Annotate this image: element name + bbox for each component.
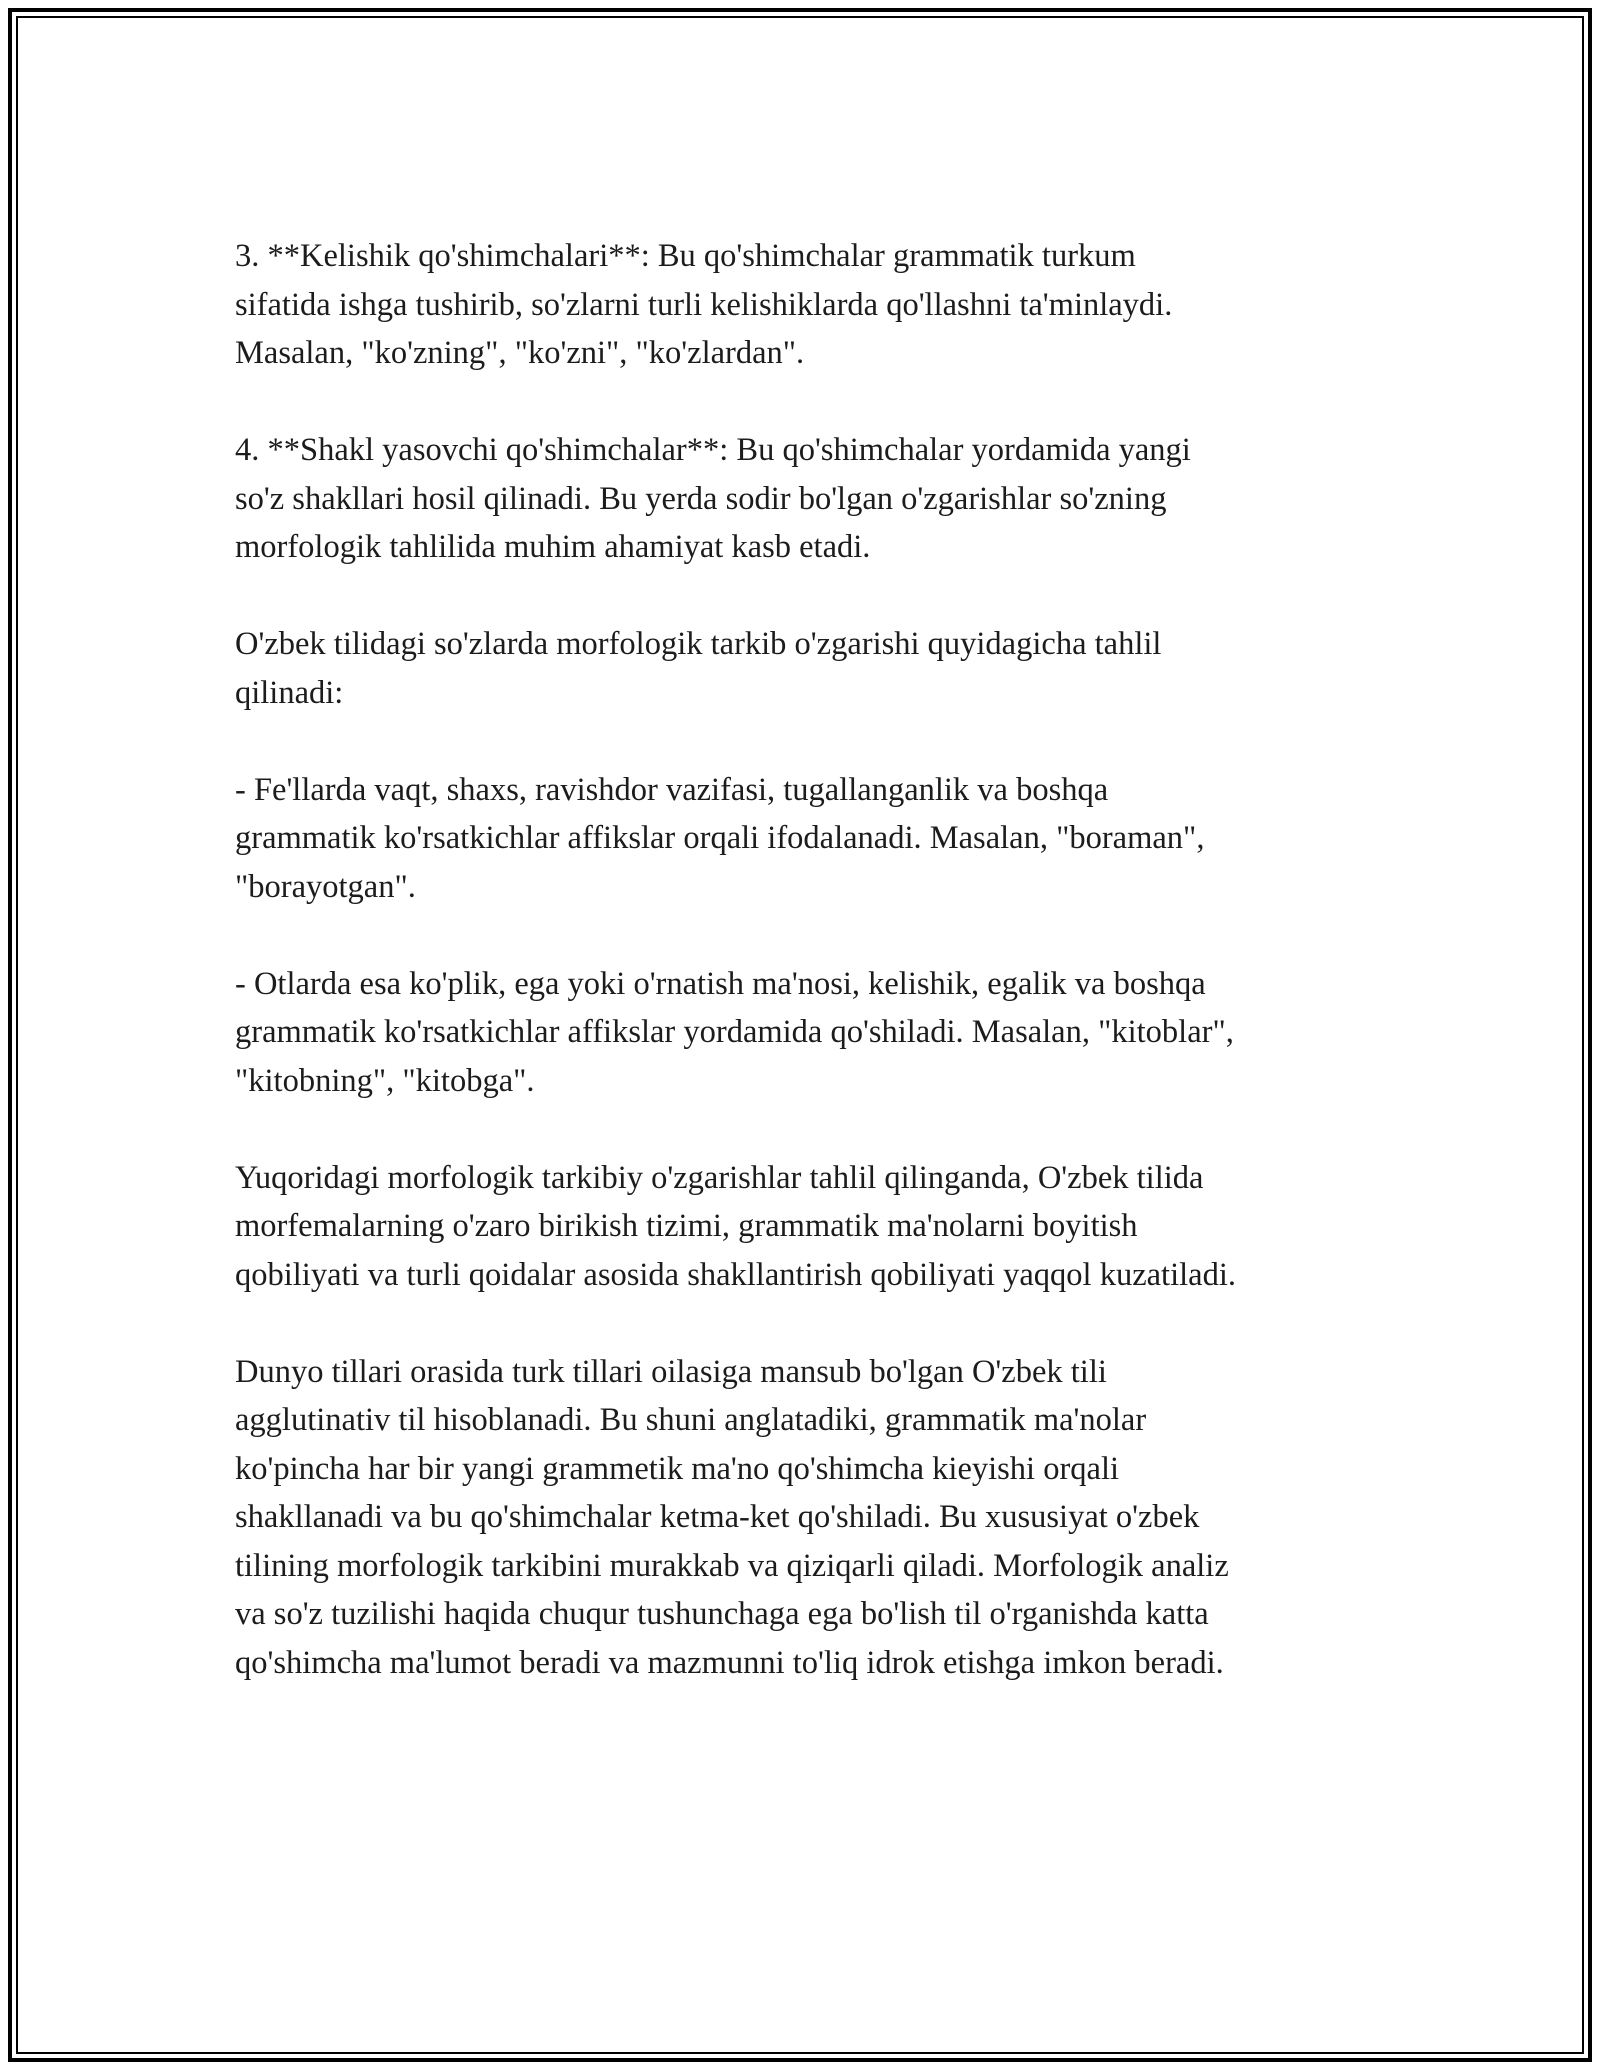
- text-line: - Fe'llarda vaqt, shaxs, ravishdor vazifasi, tugallanganlik va boshqa: [235, 771, 1109, 808]
- text-line: va so'z tuzilishi haqida chuqur tushunchaga ega bo'lish til o'rganishda katta: [235, 1596, 1209, 1632]
- text-line: 4. **Shakl yasovchi qo'shimchalar**: Bu qo'shimchalar yordamida yangi: [235, 432, 1191, 468]
- text-line: shakllanadi va bu qo'shimchalar ketma-ket qo'shiladi. Bu xususiyat o'zbek: [235, 1499, 1200, 1535]
- paragraph-shakl-yasovchi: [235, 426, 1385, 572]
- text-line: qo'shimcha ma'lumot beradi va mazmunni to'liq idrok etishga imkon beradi.: [235, 1644, 1224, 1681]
- text-line: "kitobning", "kitobga".: [235, 1062, 535, 1099]
- paragraph-dunyo-tillari: [235, 1348, 1385, 1688]
- paragraph-yuqoridagi: [235, 1154, 1385, 1300]
- text-line: sifatida ishga tushirib, so'zlarni turli kelishiklarda qo'llashni ta'minlaydi.: [235, 286, 1173, 323]
- paragraph-intro-analysis: [235, 620, 1385, 717]
- text-line: - Otlarda esa ko'plik, ega yoki o'rnatish ma'nosi, kelishik, egalik va boshqa: [235, 965, 1206, 1002]
- text-line: "borayotgan".: [235, 868, 416, 905]
- document-body: [235, 232, 1385, 1687]
- paragraph-otlar: [235, 960, 1385, 1106]
- text-line: Dunyo tillari orasida turk tillari oilasiga mansub bo'lgan O'zbek tili: [235, 1353, 1107, 1390]
- paragraph-fellar: [235, 766, 1385, 912]
- text-line: O'zbek tilidagi so'zlarda morfologik tarkib o'zgarishi quyidagicha tahlil: [235, 626, 1162, 662]
- text-line: qobiliyati va turli qoidalar asosida shakllantirish qobiliyati yaqqol kuzatiladi.: [235, 1256, 1236, 1293]
- text-line: Masalan, "ko'zning", "ko'zni", "ko'zlardan".: [235, 335, 805, 371]
- text-line: morfologik tahlilida muhim ahamiyat kasb etadi.: [235, 529, 871, 565]
- text-line: grammatik ko'rsatkichlar affikslar orqali ifodalanadi. Masalan, "boraman",: [235, 820, 1205, 856]
- text-line: tilining morfologik tarkibini murakkab va qiziqarli qiladi. Morfologik analiz: [235, 1547, 1229, 1584]
- paragraph-kelishik: [235, 232, 1385, 378]
- text-line: Yuqoridagi morfologik tarkibiy o'zgarishlar tahlil qilinganda, O'zbek tilida: [235, 1159, 1204, 1196]
- text-line: qilinadi:: [235, 674, 344, 711]
- text-line: 3. **Kelishik qo'shimchalari**: Bu qo'shimchalar grammatik turkum: [235, 238, 1136, 274]
- text-line: so'z shakllari hosil qilinadi. Bu yerda sodir bo'lgan o'zgarishlar so'zning: [235, 480, 1167, 517]
- text-line: agglutinativ til hisoblanadi. Bu shuni anglatadiki, grammatik ma'nolar: [235, 1402, 1147, 1438]
- text-line: morfemalarning o'zaro birikish tizimi, grammatik ma'nolarni boyitish: [235, 1208, 1138, 1244]
- text-line: grammatik ko'rsatkichlar affikslar yordamida qo'shiladi. Masalan, "kitoblar",: [235, 1014, 1234, 1050]
- text-line: ko'pincha har bir yangi grammetik ma'no qo'shimcha kieyishi orqali: [235, 1450, 1120, 1487]
